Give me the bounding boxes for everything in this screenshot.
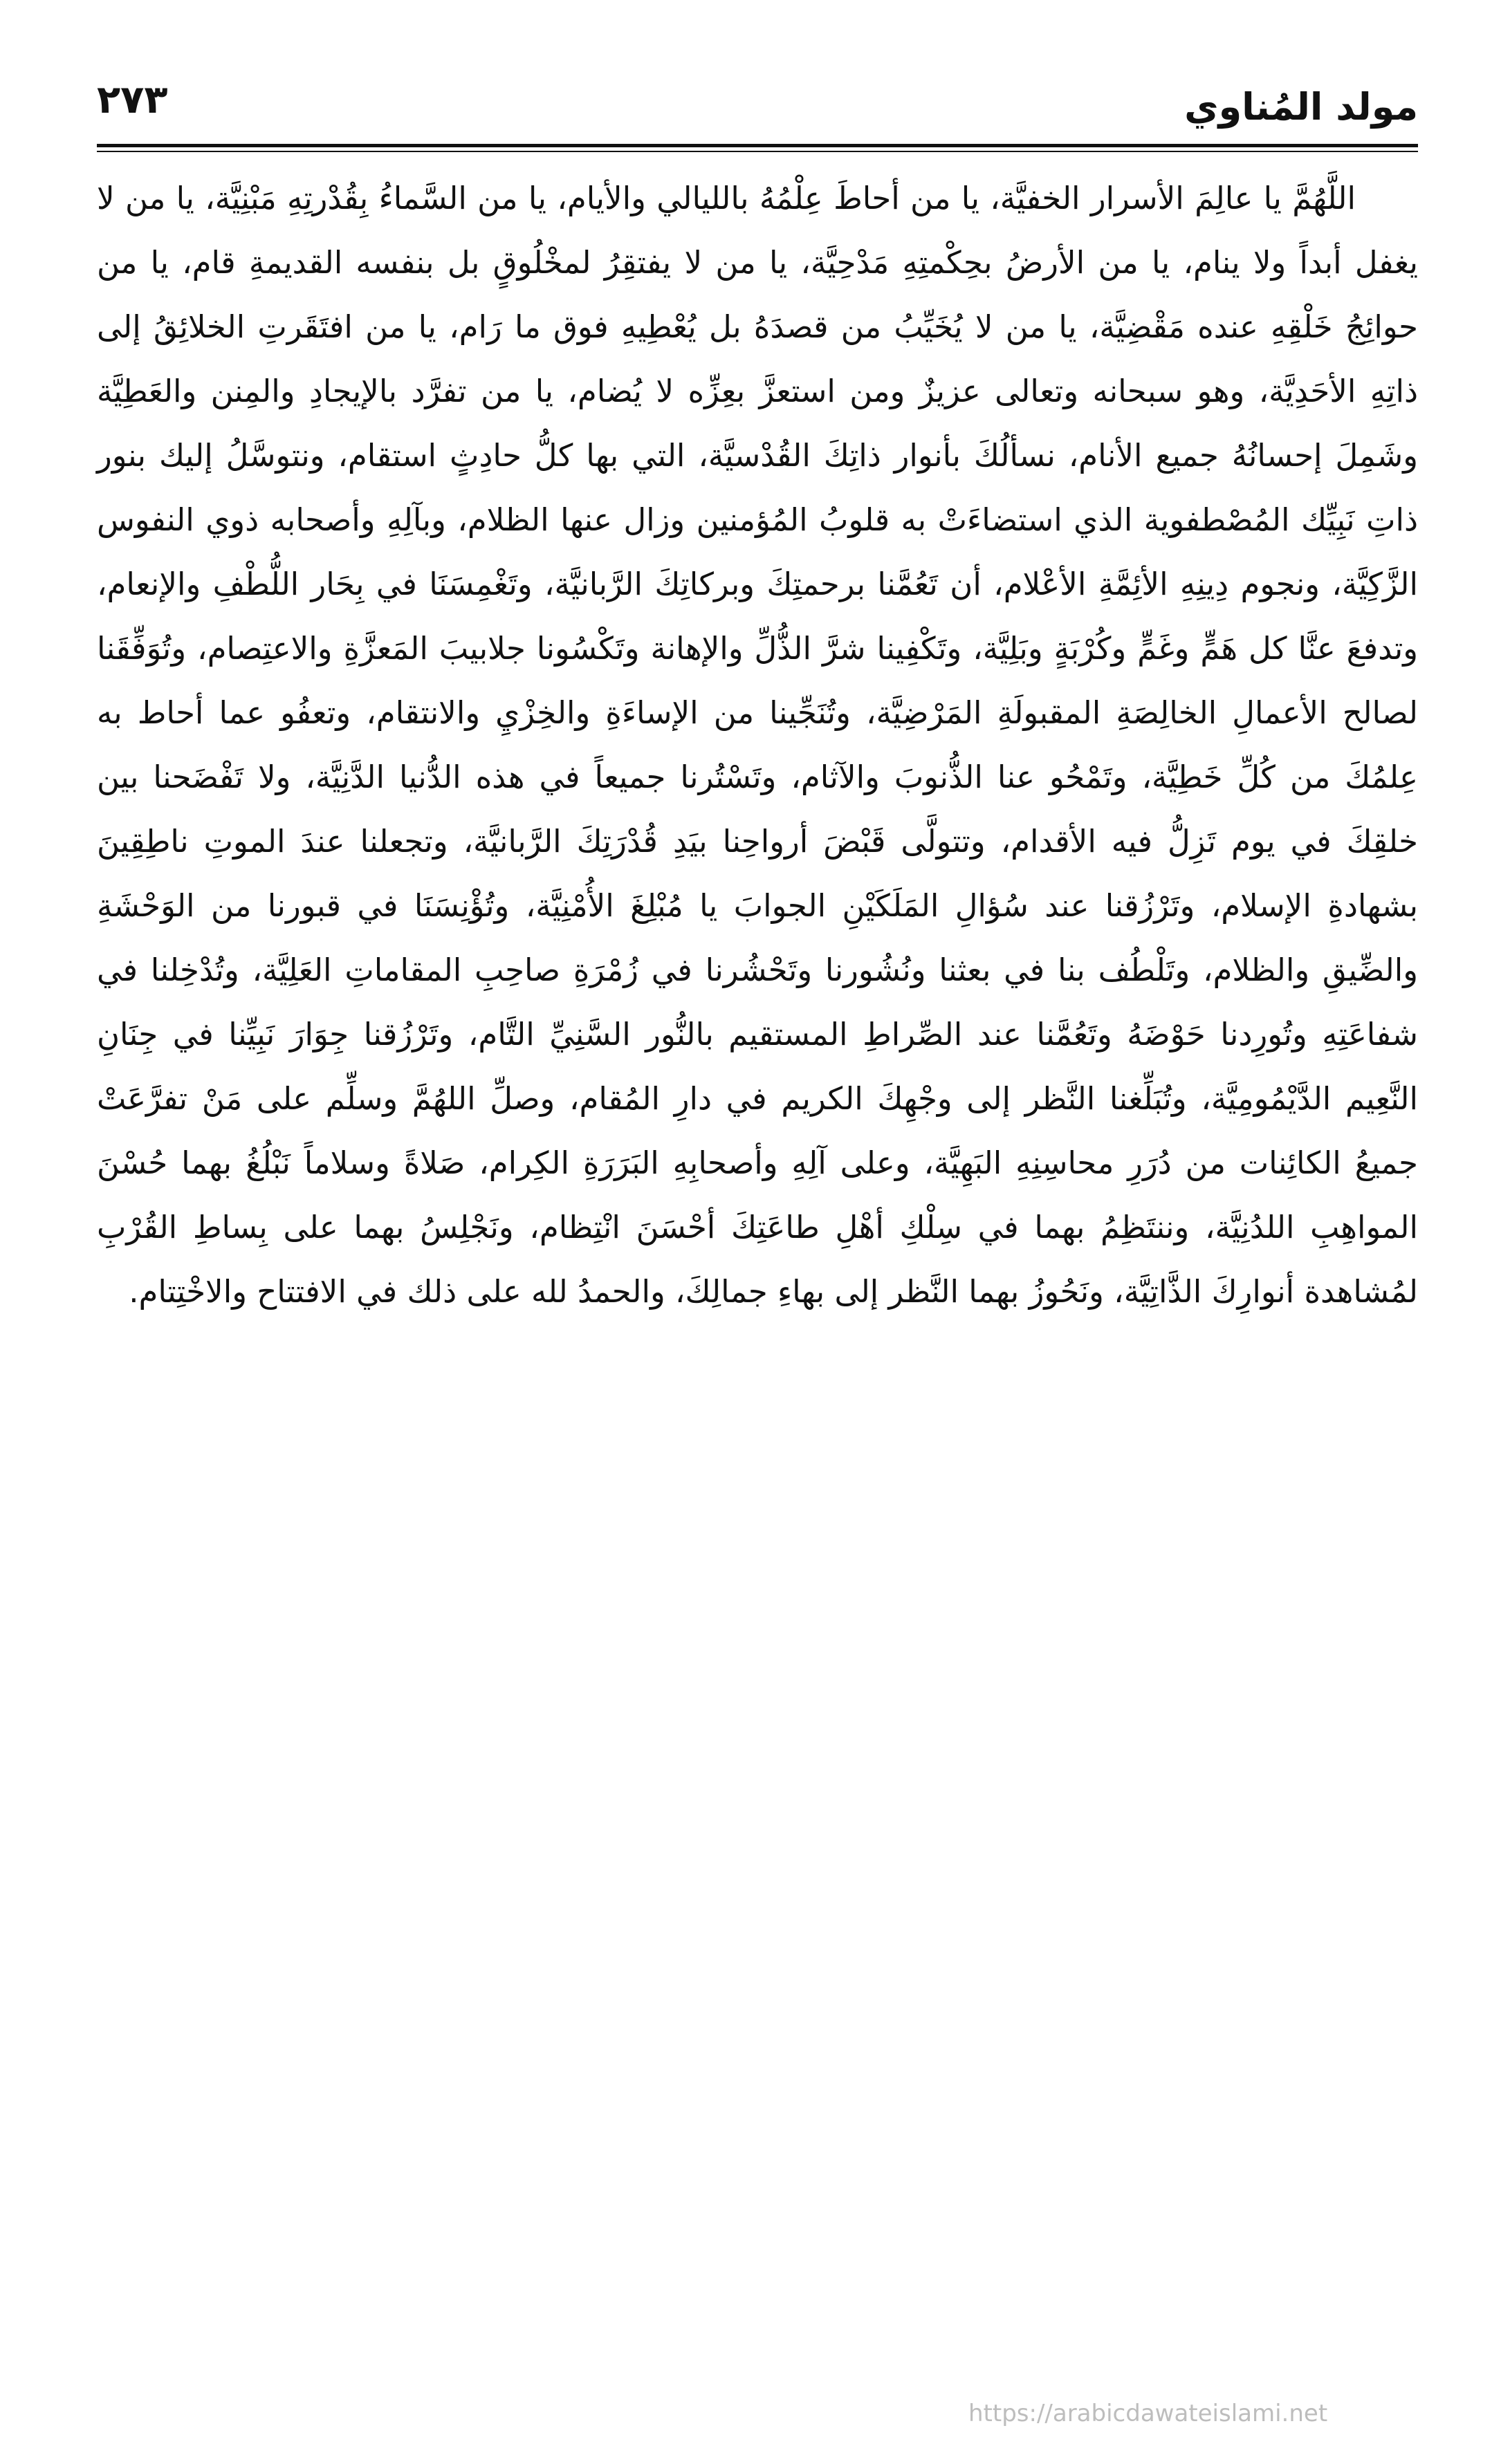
watermark: https://arabicdawateislami.net [968,2400,1328,2427]
page-header [97,66,1418,149]
main-text [97,166,1418,1324]
page-number: ٢٧٣ [97,77,168,122]
header-rule-thin [97,151,1418,152]
header-rule [97,144,1418,147]
supplication-paragraph: اللَّهُمَّ يا عالِمَ الأسرار الخفيَّة، يا من أحاطَ عِلْمُهُ بالليالي والأيام، يا من السَّماءُ بِقُدْرتِهِ مَبْنِيَّة، يا من لا يغفل أبداً ولا ينام، يا من الأرضُ بحِكْمتِهِ مَدْحِيَّة، يا من لا يفتقِرُ لمخْلُوقٍ بل بنفسه القديمةِ قام، يا من حوائِجُ خَلْقِهِ عنده مَقْضِيَّة، يا من لا يُخَيِّبُ من قصدَهُ بل يُعْطِيهِ فوق ما رَام، يا من افتَقَرتِ الخلائِقُ إلى ذاتِهِ الأحَدِيَّة، وهو سبحانه وتعالى عزيزٌ ومن استعزَّ بعِزِّه لا يُضام، يا من تفرَّد بالإيجادِ والمِنن والعَطِيَّة وشَمِلَ إحسانُهُ جميع الأنام، نسألُكَ بأنوار ذاتِكَ القُدْسيَّة، التي بها كلُّ حادِثٍ استقام، ونتوسَّلُ إليك بنور ذاتِ نَبِيِّك المُصْطفوية الذي استضاءَتْ به قلوبُ المُؤمنين وزال عنها الظلام، وبآلِهِ وأصحابه ذوي النفوس الزَّكِيَّة، ونجوم دِينِهِ الأئِمَّةِ الأعْلام، أن تَعُمَّنا برحمتِكَ وبركاتِكَ الرَّبانيَّة، وتَغْمِسَنَا في بِحَار اللُّطْفِ والإنعام، وتدفعَ عنَّا كل هَمٍّ وغَمٍّ وكُرْبَةٍ وبَلِيَّة، وتَكْفِينا شرَّ الذُّلِّ والإهانة وتَكْسُونا جلابيبَ المَعزَّةِ والاعتِصام، وتُوَفِّقَنا لصالح الأعمالِ الخالِصَةِ المقبولَةِ المَرْضِيَّة، وتُنَجِّينا من الإساءَةِ والخِزْيِ والانتقام، وتعفُو عما أحاط به عِلمُكَ من كُلِّ خَطِيَّة، وتَمْحُو عنا الذُّنوبَ والآثام، وتَسْتُرنا جميعاً في هذه الدُّنيا الدَّنِيَّة، ولا تَفْضَحنا بين خلقِكَ في يوم تَزِلُّ فيه الأقدام، وتتولَّى قَبْضَ أرواحِنا بيَدِ قُدْرَتِكَ الرَّبانيَّة، وتجعلنا عندَ الموتِ ناطِقِينَ بشهادةِ الإسلام، وتَرْزُقنا عند سُؤالِ المَلَكَيْنِ الجوابَ يا مُبْلِغَ الأُمْنِيَّة، وتُؤْنِسَنَا في قبورنا من الوَحْشَةِ والضِّيقِ والظلام، وتَلْطُف بنا في بعثنا ونُشُورنا وتَحْشُرنا في زُمْرَةِ صاحِبِ المقاماتِ العَلِيَّة، وتُدْخِلنا في شفاعَتِهِ وتُورِدنا حَوْضَهُ وتَعُمَّنا عند الصِّراطِ المستقيم بالنُّور السَّنِيِّ التَّام، وتَرْزُقنا جِوَارَ نَبِيِّنا في جِنَانِ النَّعِيم الدَّيْمُومِيَّة، وتُبَلِّغنا النَّظر إلى وجْهِكَ الكريم في دارِ المُقام، وصلِّ اللهُمَّ وسلِّم على مَنْ تفرَّعَتْ جميعُ الكائِنات من دُرَرِ محاسِنِهِ البَهِيَّة، وعلى آلِهِ وأصحابِهِ البَرَرَةِ الكِرام، صَلاةً وسلاماً نَبْلُغُ بهما حُسْنَ المواهِبِ اللدُنِيَّة، وننتَظِمُ بهما في سِلْكِ أهْلِ طاعَتِكَ أحْسَنَ انْتِظام، ونَجْلِسُ بهما على بِساطِ القُرْبِ لمُشاهدة أنوارِكَ الذَّاتِيَّة، ونَحُوزُ بهما النَّظر إلى بهاءِ جمالِكَ، والحمدُ لله على ذلك في الافتتاح والاخْتِتام. [97,180,1418,1310]
running-title: مولد المُناوي [1184,85,1418,129]
